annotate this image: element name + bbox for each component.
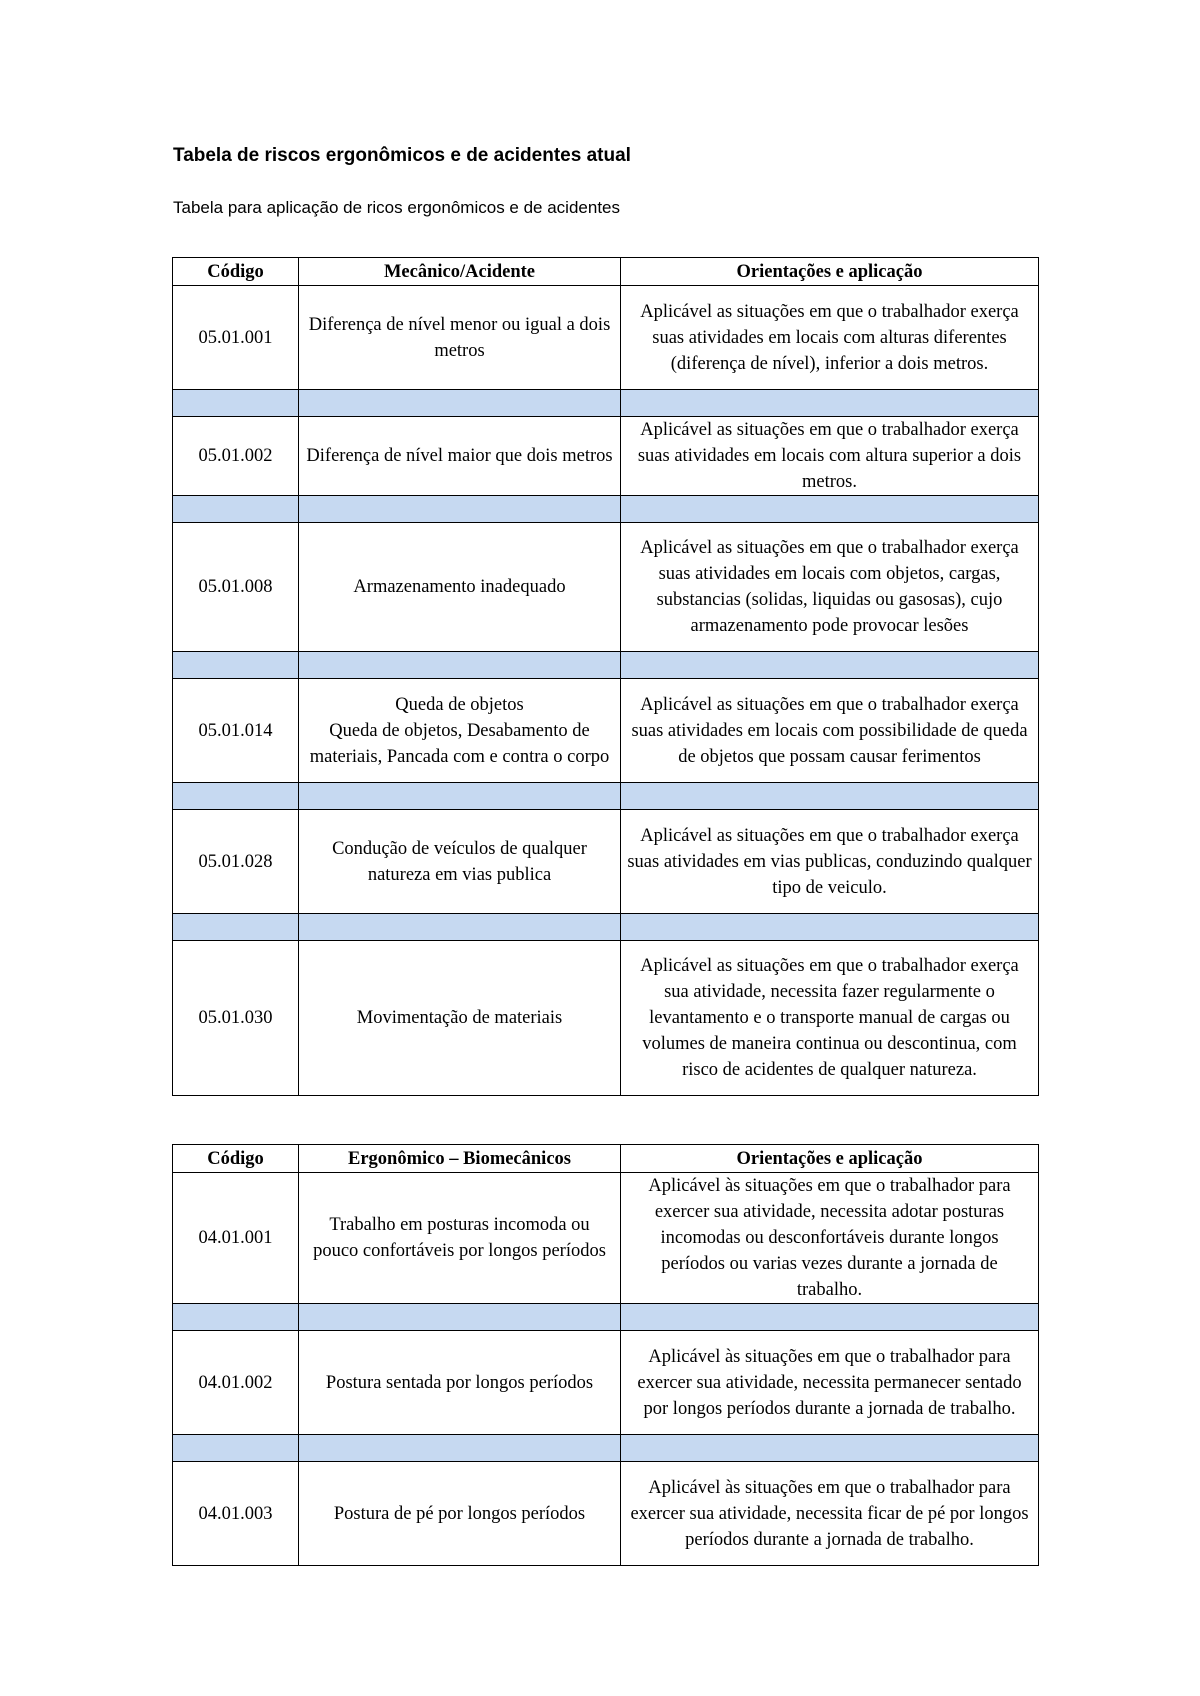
- risk-code: 05.01.014: [173, 679, 299, 783]
- risk-code: 05.01.001: [173, 286, 299, 390]
- spacer-row: [173, 1304, 1039, 1331]
- risk-code: 05.01.028: [173, 810, 299, 914]
- header-risk: Mecânico/Acidente: [299, 258, 621, 286]
- accident-risk-table: [172, 257, 1039, 1096]
- spacer-row: [173, 914, 1039, 941]
- risk-description: Diferença de nível menor ou igual a dois metros: [299, 286, 621, 390]
- header-guidance: Orientações e aplicação: [621, 258, 1039, 286]
- risk-description: Trabalho em posturas incomoda ou pouco confortáveis por longos períodos: [299, 1173, 621, 1304]
- header-risk: Ergonômico – Biomecânicos: [299, 1145, 621, 1173]
- table-header-row: [173, 258, 1039, 286]
- spacer-row: [173, 496, 1039, 523]
- table-row: [173, 679, 1039, 783]
- risk-guidance: Aplicável as situações em que o trabalhador exerça suas atividades em locais com possibilidade de queda de objetos que possam causar ferimentos: [621, 679, 1039, 783]
- spacer-row: [173, 652, 1039, 679]
- risk-description: Postura sentada por longos períodos: [299, 1331, 621, 1435]
- header-code: Código: [173, 1145, 299, 1173]
- risk-code: 05.01.008: [173, 523, 299, 652]
- table-header-row: [173, 1145, 1039, 1173]
- risk-guidance: Aplicável às situações em que o trabalhador para exercer sua atividade, necessita permanecer sentado por longos períodos durante a jornada de trabalho.: [621, 1331, 1039, 1435]
- table-row: [173, 1173, 1039, 1304]
- risk-guidance: Aplicável as situações em que o trabalhador exerça suas atividades em locais com alturas diferentes (diferença de nível), inferior a dois metros.: [621, 286, 1039, 390]
- table-row: [173, 941, 1039, 1096]
- risk-code: 04.01.002: [173, 1331, 299, 1435]
- risk-code: 04.01.003: [173, 1462, 299, 1566]
- risk-code: 05.01.002: [173, 417, 299, 496]
- ergonomic-risk-table: [172, 1144, 1039, 1566]
- header-guidance: Orientações e aplicação: [621, 1145, 1039, 1173]
- spacer-row: [173, 390, 1039, 417]
- risk-description: Queda de objetos Queda de objetos, Desabamento de materiais, Pancada com e contra o corpo: [299, 679, 621, 783]
- risk-description: Movimentação de materiais: [299, 941, 621, 1096]
- table-row: [173, 523, 1039, 652]
- page-subtitle: Tabela para aplicação de ricos ergonômicos e de acidentes: [173, 198, 620, 217]
- risk-description: Condução de veículos de qualquer natureza em vias publica: [299, 810, 621, 914]
- risk-guidance: Aplicável as situações em que o trabalhador exerça suas atividades em locais com altura superior a dois metros.: [621, 417, 1039, 496]
- table-row: [173, 1462, 1039, 1566]
- risk-guidance: Aplicável às situações em que o trabalhador para exercer sua atividade, necessita adotar posturas incomodas ou desconfortáveis durante longos períodos ou varias vezes durante a jornada de trabalho.: [621, 1173, 1039, 1304]
- table-row: [173, 417, 1039, 496]
- risk-guidance: Aplicável as situações em que o trabalhador exerça sua atividade, necessita fazer regularmente o levantamento e o transporte manual de cargas ou volumes de maneira continua ou descontinua, com risco de acidentes de qualquer natureza.: [621, 941, 1039, 1096]
- table-row: [173, 286, 1039, 390]
- header-code: Código: [173, 258, 299, 286]
- risk-guidance: Aplicável as situações em que o trabalhador exerça suas atividades em locais com objetos, cargas, substancias (solidas, liquidas ou gasosas), cujo armazenamento pode provocar lesões: [621, 523, 1039, 652]
- risk-description: Armazenamento inadequado: [299, 523, 621, 652]
- table-row: [173, 810, 1039, 914]
- table-row: [173, 1331, 1039, 1435]
- spacer-row: [173, 783, 1039, 810]
- page-title: Tabela de riscos ergonômicos e de acidentes atual: [173, 145, 631, 166]
- risk-code: 05.01.030: [173, 941, 299, 1096]
- risk-description: Postura de pé por longos períodos: [299, 1462, 621, 1566]
- risk-guidance: Aplicável às situações em que o trabalhador para exercer sua atividade, necessita ficar de pé por longos períodos durante a jornada de trabalho.: [621, 1462, 1039, 1566]
- risk-description: Diferença de nível maior que dois metros: [299, 417, 621, 496]
- spacer-row: [173, 1435, 1039, 1462]
- risk-guidance: Aplicável as situações em que o trabalhador exerça suas atividades em vias publicas, conduzindo qualquer tipo de veiculo.: [621, 810, 1039, 914]
- risk-code: 04.01.001: [173, 1173, 299, 1304]
